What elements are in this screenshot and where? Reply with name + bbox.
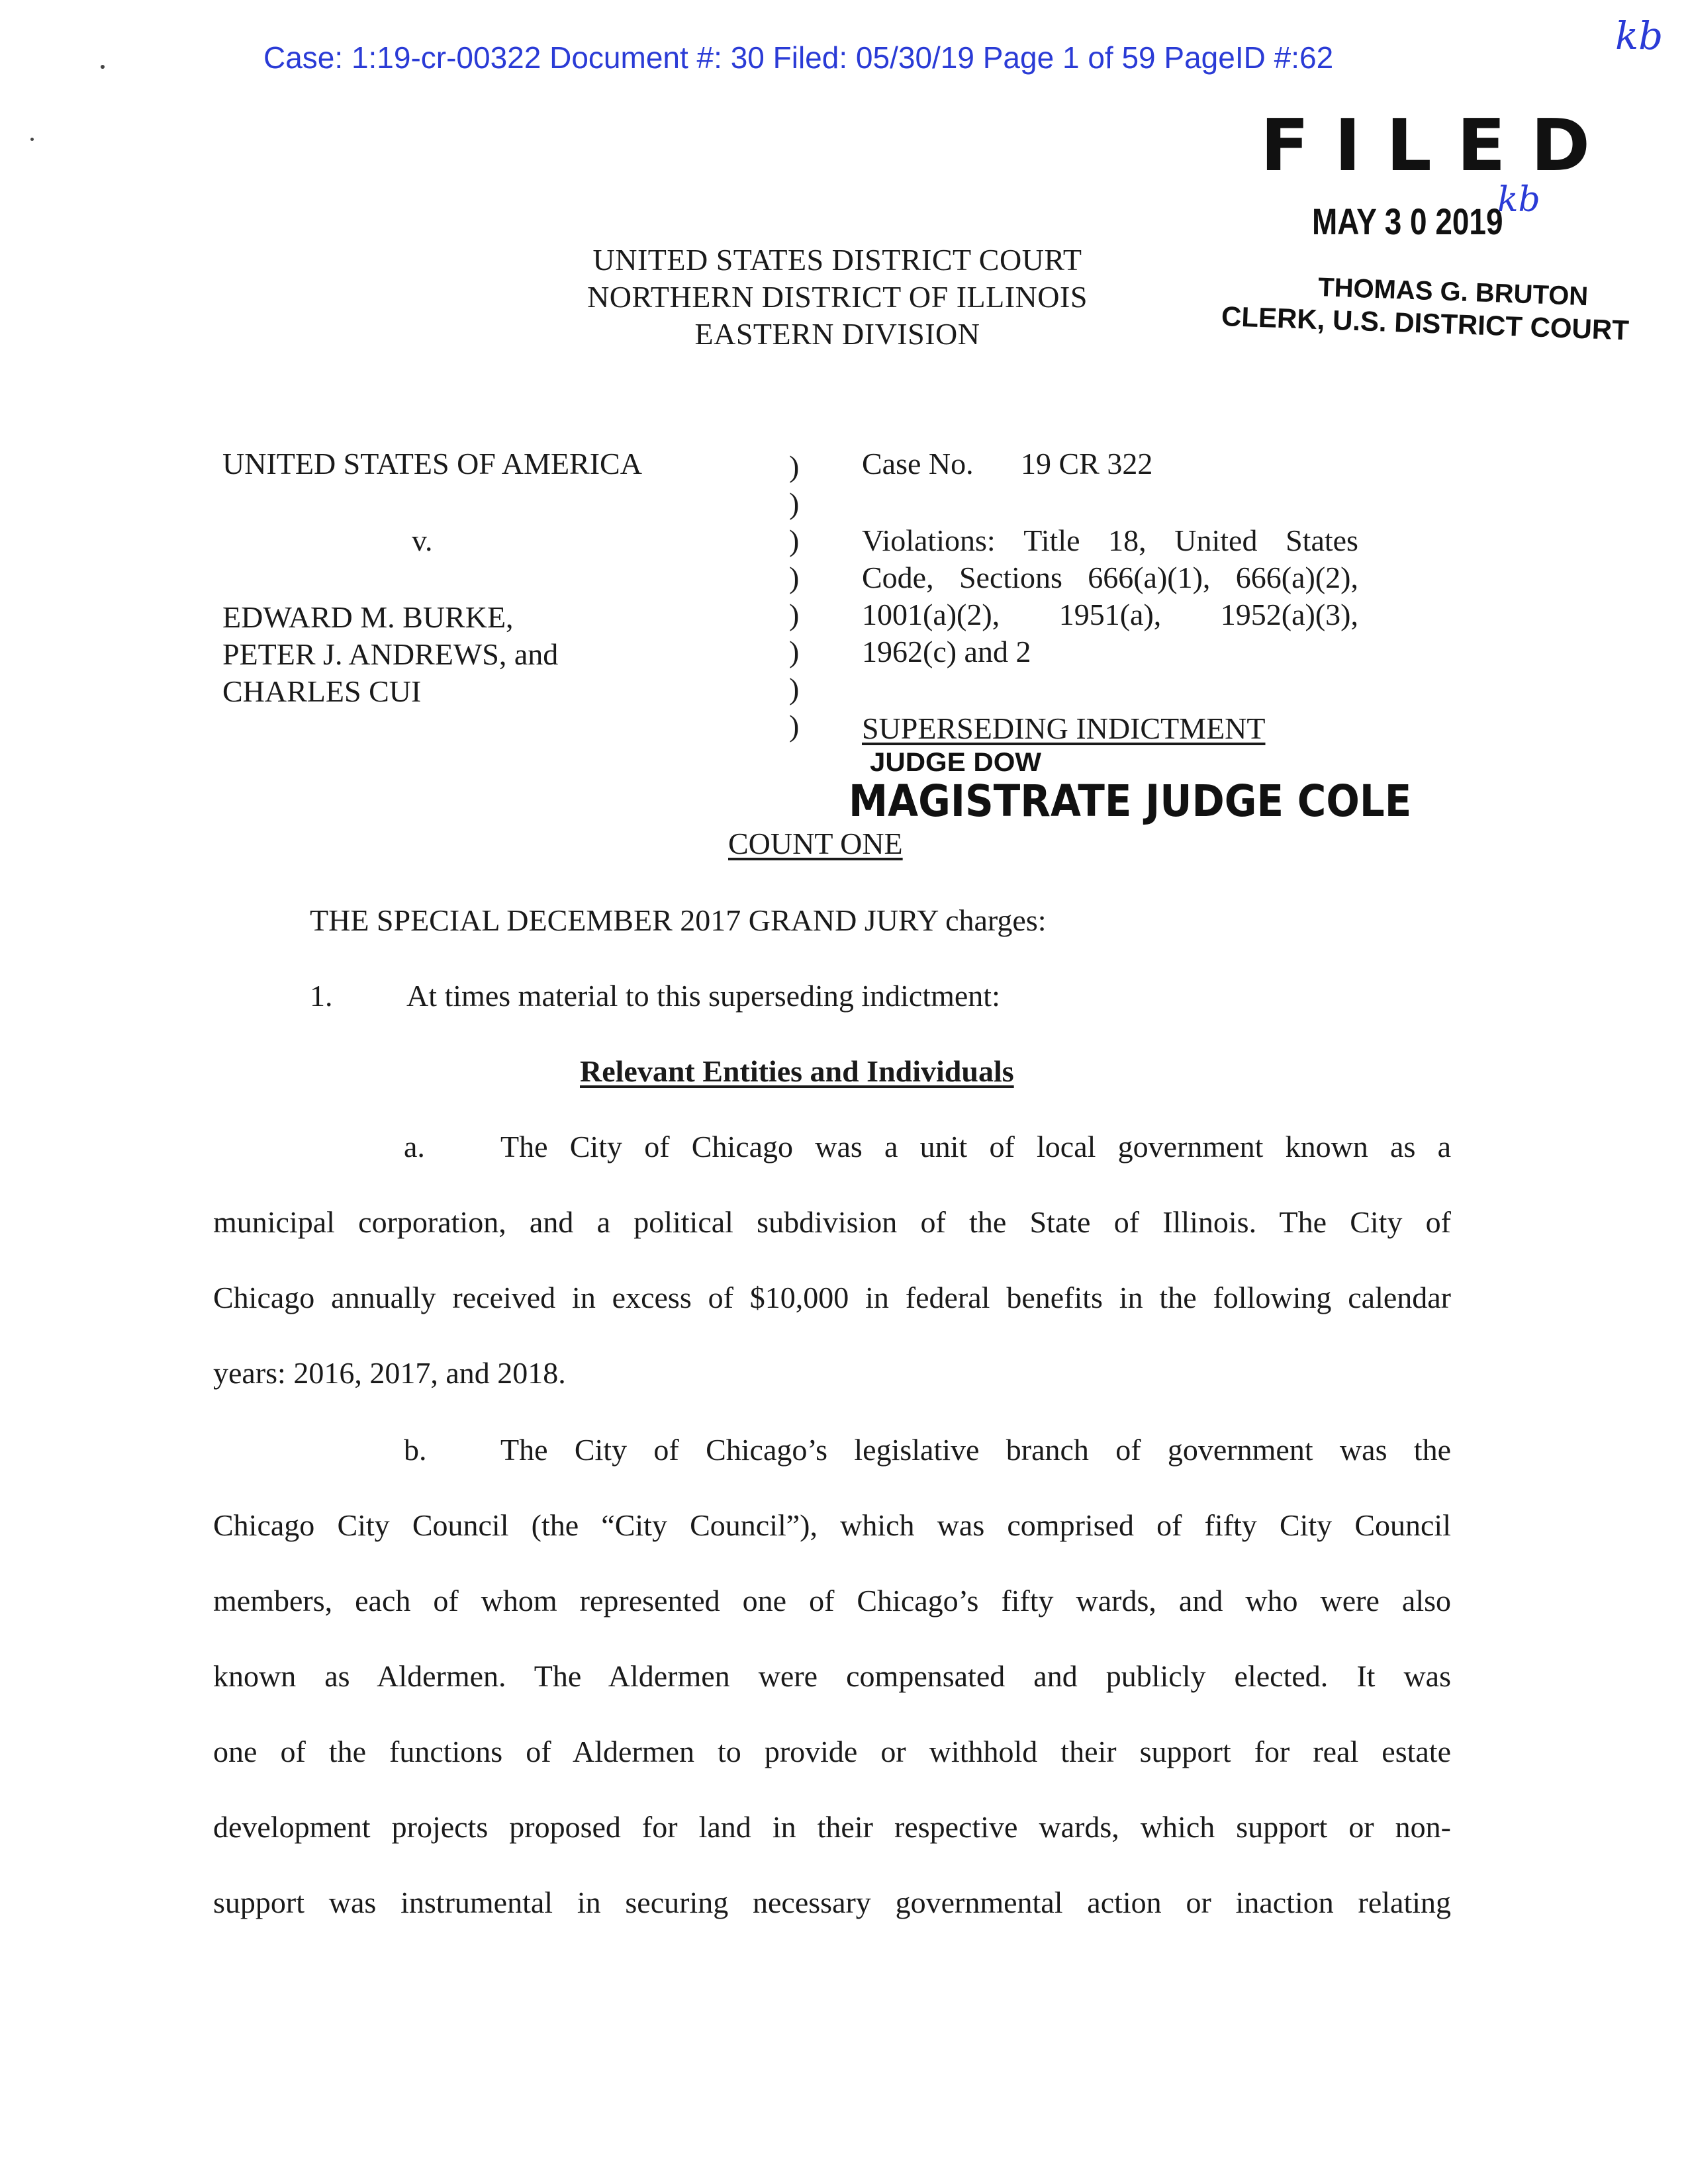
defendant-name: PETER J. ANDREWS, and [222,637,559,671]
violations-word: Code, [862,561,934,594]
violations-line [862,597,1358,632]
body-line: The City of Chicago was a unit of local government known as a [500,1130,1451,1163]
violations-line [862,523,1358,558]
body-line: Chicago City Council (the “City Council”), which was comprised of fifty City Council [213,1508,1451,1542]
caption-paren: ) [789,635,800,668]
versus: v. [412,523,433,557]
clerk-name: THOMAS G. BRUTON [1317,273,1589,312]
filed-stamp-title: FILED [1260,105,1616,187]
violations-word: Sections [959,561,1062,594]
violations-word: 666(a)(1), [1088,561,1211,594]
body-line: The City of Chicago’s legislative branch of government was the [500,1433,1451,1467]
count-heading: COUNT ONE [728,827,903,860]
plaintiff-name: UNITED STATES OF AMERICA [222,447,642,480]
court-name-line2: NORTHERN DISTRICT OF ILLINOIS [587,280,1088,314]
magistrate-judge-stamp: MAGISTRATE JUDGE COLE [849,776,1412,827]
caption-paren: ) [789,523,800,557]
violations-word: 1952(a)(3), [1220,598,1358,631]
defendant-name: EDWARD M. BURKE, [222,600,514,634]
caption-paren: ) [789,598,800,631]
violations-word: States [1286,523,1358,557]
scan-speck [101,65,105,69]
caption-paren: ) [789,561,800,594]
body-line: known as Aldermen. The Aldermen were compensated and publicly elected. It was [213,1659,1451,1693]
body-line: years: 2016, 2017, and 2018. [213,1356,566,1390]
case-header-line: Case: 1:19-cr-00322 Document #: 30 Filed: 05/30/19 Page 1 of 59 PageID #:62 [263,40,1334,75]
caption-paren: ) [789,709,800,743]
violations-word: 18, [1108,523,1147,557]
handwritten-initials: kb [1615,13,1664,58]
violations-word: Title [1023,523,1080,557]
court-name-line1: UNITED STATES DISTRICT COURT [592,243,1082,277]
violations-word: 1001(a)(2), [862,598,1000,631]
case-number: 19 CR 322 [1021,447,1153,480]
paragraph-text: At times material to this superseding indictment: [406,979,1000,1013]
caption-paren: ) [789,449,800,483]
violations-line [862,560,1358,595]
body-line: support was instrumental in securing necessary governmental action or inaction relating [213,1886,1451,1919]
subparagraph-label: b. [404,1433,427,1467]
violations-word: Violations: [862,523,996,557]
court-name-line3: EASTERN DIVISION [694,317,980,351]
violations-word: 1951(a), [1058,598,1162,631]
clerk-title: CLERK, U.S. DISTRICT COURT [1221,300,1630,346]
body-line: municipal corporation, and a political subdivision of the State of Illinois. The City of [213,1205,1451,1239]
body-line: Chicago annually received in excess of $10,000 in federal benefits in the following calendar [213,1281,1451,1314]
body-line: development projects proposed for land in their respective wards, which support or non- [213,1810,1451,1844]
case-number-label: Case No. [862,447,974,480]
document-title: SUPERSEDING INDICTMENT [862,711,1266,745]
filed-stamp-initials: kb [1497,180,1540,220]
judge-stamp: JUDGE DOW [870,748,1042,777]
body-line: one of the functions of Aldermen to provide or withhold their support for real estate [213,1735,1451,1768]
violations-word: United [1174,523,1258,557]
paragraph-number: 1. [310,979,333,1013]
defendant-name: CHARLES CUI [222,674,422,708]
violations-line [862,634,1031,669]
violations-word: 1962(c) and 2 [862,635,1031,668]
filed-stamp-date: MAY 3 0 2019 [1312,201,1503,242]
subparagraph-label: a. [404,1130,425,1163]
grand-jury-charge: THE SPECIAL DECEMBER 2017 GRAND JURY charges: [310,903,1047,937]
body-line: members, each of whom represented one of Chicago’s fifty wards, and who were also [213,1584,1451,1617]
scan-speck [30,138,34,141]
caption-paren: ) [789,486,800,520]
violations-word: 666(a)(2), [1235,561,1358,594]
section-heading: Relevant Entities and Individuals [580,1054,1014,1088]
caption-paren: ) [789,672,800,705]
